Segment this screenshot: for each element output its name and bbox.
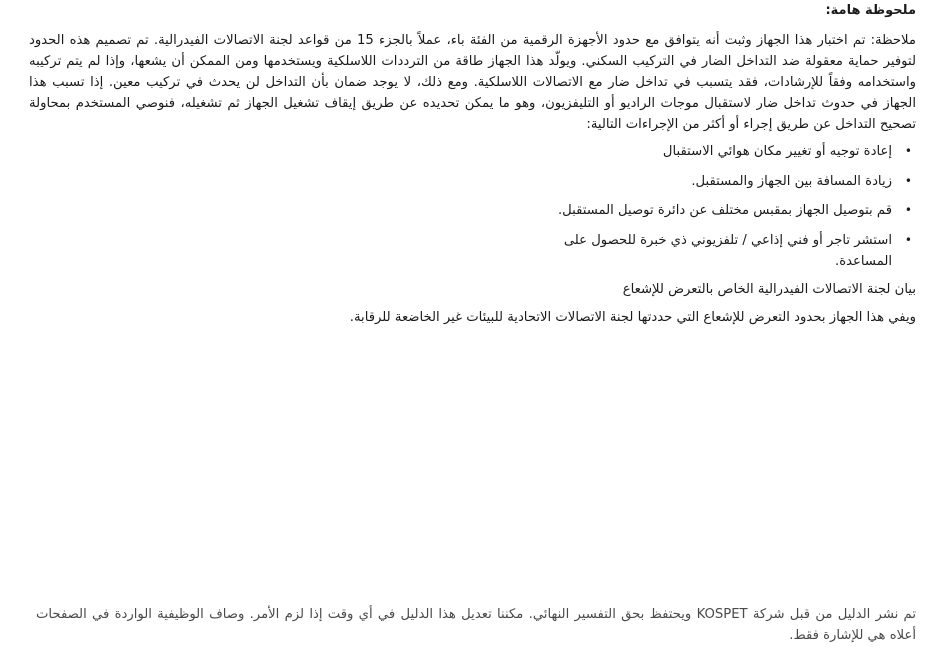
rf-exposure-title: بيان لجنة الاتصالات الفيدرالية الخاص بالتعرض للإشعاع xyxy=(622,282,916,297)
list-item xyxy=(516,200,916,230)
list-item xyxy=(516,141,916,171)
measure-text: إعادة توجيه أو تغيير مكان هوائي الاستقبال xyxy=(662,144,892,159)
rf-exposure-text: ويفي هذا الجهاز بحدود التعرض للإشعاع التي حددتها لجنة الاتصالات الاتحادية للبيئات غير الخاضعة للرقابة. xyxy=(349,310,916,325)
notice-heading: ملحوظة هامة: xyxy=(825,3,916,18)
notice-intro-paragraph: ملاحظة: تم اختبار هذا الجهاز وثبت أنه يتوافق مع حدود الأجهزة الرقمية من الفئة باء، عملاً بالجزء 15 من قواعد لجنة الاتصالات الفيدرالية. تم تصميم هذه الحدود لتوفير حماية معقولة ضد التداخل الضار في التركيب السكني. ويولّد هذا الجهاز طاقة من الترددات اللاسلكية ويستخدمها ومن الممكن أن يشعها، وإذا لم يتم تركيبه واستخدامه وفقاً للإرشادات، فقد يتسبب في تداخل ضار مع الاتصالات اللاسلكية. ومع ذلك، لا يوجد ضمان بأن التداخل لن يحدث في تركيب معين. إذا تسبب هذا الجهاز في حدوث تداخل ضار لاستقبال موجات الراديو أو التليفزيون، وهو ما يمكن تحديده عن طريق إيقاف تشغيل الجهاز ثم تشغيله، فنوصي المستخدم بمحاولة تصحيح التداخل عن طريق إجراء أو أكثر من الإجراءات التالية: xyxy=(29,33,916,132)
bullet-icon: • xyxy=(904,144,912,158)
measure-text: قم بتوصيل الجهاز بمقبس مختلف عن دائرة توصيل المستقبل. xyxy=(557,203,892,218)
measure-text: زيادة المسافة بين الجهاز والمستقبل. xyxy=(691,173,892,189)
footer-disclaimer: تم نشر الدليل من قبل شركة KOSPET ويحتفظ بحق التفسير النهائي. مكننا تعديل هذا الدليل في أي وقت إذا لزم الأمر. وصاف الوظيفية الواردة في الصفحات أعلاه هي للإشارة فقط. xyxy=(36,607,916,643)
bullet-icon: • xyxy=(904,232,912,247)
bullet-icon: • xyxy=(904,173,912,188)
list-item xyxy=(516,230,916,269)
list-item xyxy=(516,171,916,201)
measures-list xyxy=(516,141,916,269)
bullet-icon: • xyxy=(904,203,912,217)
measure-text: استشر تاجر أو فني إذاعي / تلفزيوني ذي خبرة للحصول على المساعدة. xyxy=(563,232,892,269)
